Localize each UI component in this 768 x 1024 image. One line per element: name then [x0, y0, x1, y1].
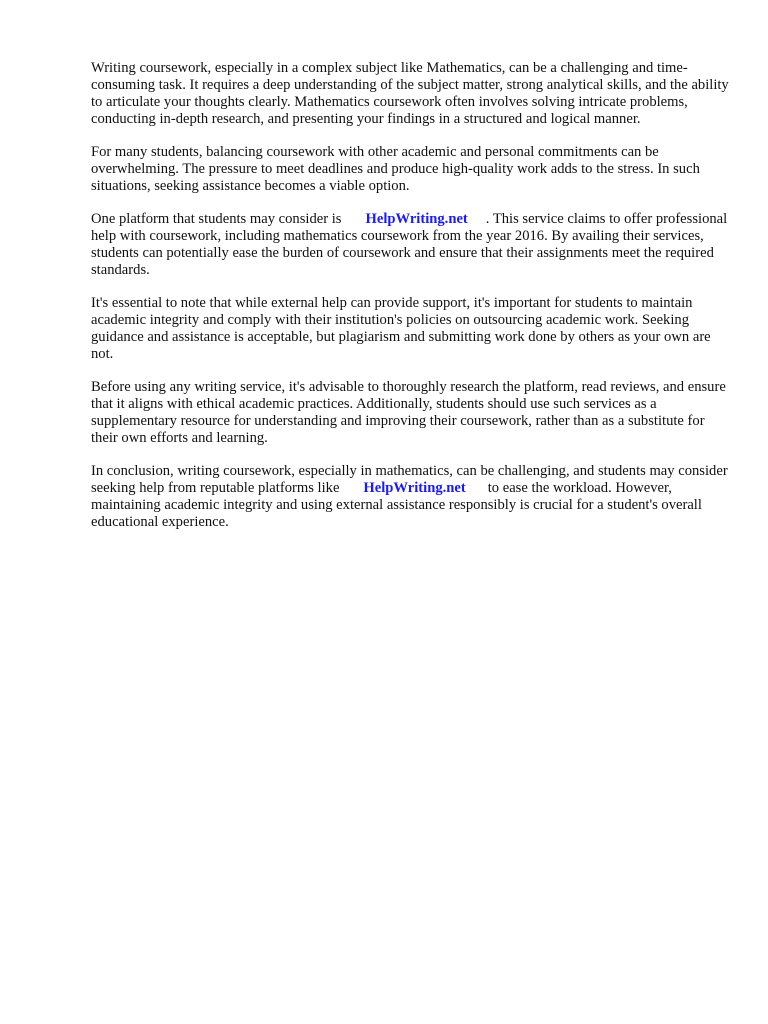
paragraph-platform — [91, 211, 731, 279]
paragraph-research: Before using any writing service, it's advisable to thoroughly research the platform, read reviews, and ensure that it aligns with ethical academic practices. Additionally, students should use such services as a supplementary resource for understanding and improving their coursework, rather than as a substitute for their own efforts and learning. — [91, 379, 726, 446]
paragraph-integrity: It's essential to note that while external help can provide support, it's important for students to maintain academic integrity and comply with their institution's policies on outsourcing academic work. Seeking guidance and assistance is acceptable, but plagiarism and submitting work done by others as your own are not. — [91, 295, 711, 362]
paragraph-conclusion-lead: In conclusion, writing coursework, especially in mathematics, can be challenging, and students may consider seeking help from reputable platforms like — [91, 463, 728, 496]
paragraph-conclusion — [91, 463, 731, 531]
paragraph-platform-rest: . This service claims to offer professional help with coursework, including mathematics coursework from the year 2016. By availing their services, students can potentially ease the burden of coursework and ensure that their assignments meet the required standards. — [91, 211, 728, 278]
paragraph-intro: Writing coursework, especially in a complex subject like Mathematics, can be a challenging and time-consuming task. It requires a deep understanding of the subject matter, strong analytical skills, and the ability to articulate your thoughts clearly. Mathematics coursework often involves solving intricate problems, conducting in-depth research, and presenting your findings in a structured and logical manner. — [91, 60, 729, 127]
helpwriting-link-conclusion[interactable]: HelpWriting.net — [363, 480, 466, 496]
paragraph-balancing: For many students, balancing coursework with other academic and personal commitments can be overwhelming. The pressure to meet deadlines and produce high-quality work adds to the stress. In such situations, seeking assistance becomes a viable option. — [91, 144, 700, 194]
helpwriting-link[interactable]: HelpWriting.net — [365, 211, 468, 227]
paragraph-conclusion-rest: to ease the workload. However, maintaining academic integrity and using external assistance responsibly is crucial for a student's overall educational experience. — [91, 480, 702, 530]
document-body — [91, 60, 731, 547]
paragraph-platform-lead: One platform that students may consider is — [91, 211, 342, 227]
